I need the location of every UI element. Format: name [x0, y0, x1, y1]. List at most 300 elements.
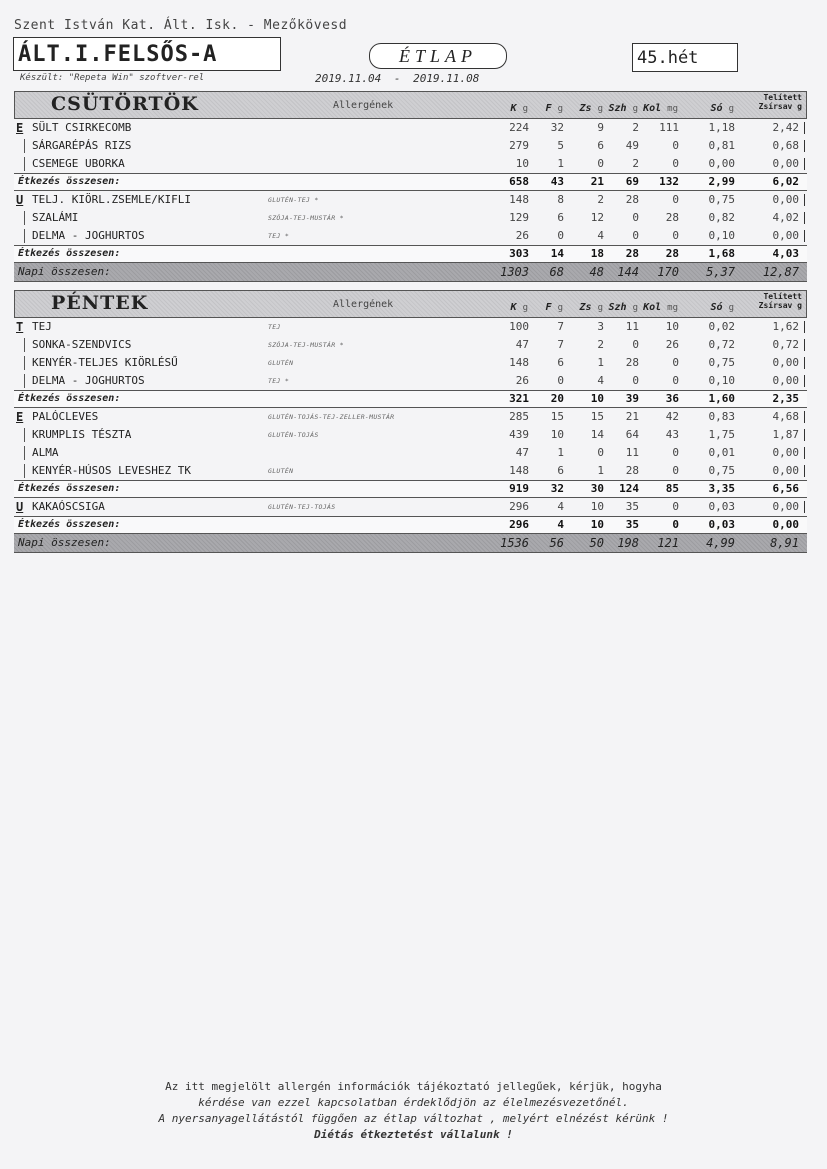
meal-bracket — [24, 157, 25, 171]
nutrient-value: 2,42 — [772, 121, 799, 134]
nutrient-value: 1 — [597, 464, 604, 477]
day-header — [14, 290, 807, 318]
meal-total-label: Étkezés összesen: — [18, 248, 121, 259]
day-section-1 — [14, 91, 807, 282]
nutrient-value: 12 — [590, 211, 604, 224]
nutrient-value: 0,00 — [772, 157, 799, 170]
row-divider — [804, 321, 805, 333]
column-unit-kol: mg — [667, 303, 678, 313]
zsirsav-label — [759, 301, 802, 310]
meal-bracket — [24, 139, 25, 153]
nutrient-value: 0,10 — [708, 229, 735, 242]
meal-total-value: 6,02 — [772, 175, 799, 188]
meal-total-value: 0,00 — [772, 518, 799, 531]
meal-total-value: 85 — [665, 482, 679, 495]
menu-item-row — [14, 155, 807, 173]
column-label-so: Só — [710, 302, 723, 313]
footer-line-3: A nyersanyagellátástól függően az étlap változhat , melyért elnézést kérünk ! — [158, 1112, 669, 1125]
nutrient-value: 0 — [672, 446, 679, 459]
nutrient-value: 7 — [557, 338, 564, 351]
nutrient-value: 21 — [625, 410, 639, 423]
nutrient-value: 26 — [515, 374, 529, 387]
meal-total-row — [14, 390, 807, 408]
nutrient-value: 28 — [625, 464, 639, 477]
meal-total-row — [14, 173, 807, 191]
menu-item-row — [14, 119, 807, 137]
dish-name: CSEMEGE UBORKA — [32, 157, 125, 170]
daily-total-value: 56 — [549, 536, 564, 550]
nutrient-value: 0,00 — [772, 229, 799, 242]
nutrient-value: 1,87 — [772, 428, 799, 441]
meal-total-value: 36 — [665, 392, 679, 405]
nutrient-value: 10 — [515, 157, 529, 170]
nutrient-value: 0,10 — [708, 374, 735, 387]
column-label-zs: Zs — [579, 302, 592, 313]
meal-total-row — [14, 245, 807, 263]
date-from: 2019.11.04 — [315, 72, 382, 85]
column-unit-zs: g — [597, 303, 603, 313]
column-header-kol — [643, 302, 678, 313]
nutrient-value: 42 — [665, 410, 679, 423]
nutrient-value: 43 — [665, 428, 679, 441]
nutrient-value: 1 — [557, 157, 564, 170]
allergens-header: Allergének — [333, 100, 394, 111]
meal-total-value: 2,35 — [772, 392, 799, 405]
nutrient-value: 0 — [672, 157, 679, 170]
nutrient-value: 64 — [625, 428, 639, 441]
meal-total-value: 20 — [550, 392, 564, 405]
dish-allergens: GLUTÉN — [268, 467, 294, 475]
dish-name: KRUMPLIS TÉSZTA — [32, 428, 132, 441]
nutrient-value: 0,72 — [708, 338, 735, 351]
nutrient-value: 0 — [672, 356, 679, 369]
column-label-k: K — [510, 103, 517, 114]
meal-total-value: 1,68 — [708, 247, 735, 260]
nutrient-value: 9 — [597, 121, 604, 134]
nutrient-value: 111 — [659, 121, 679, 134]
telitett-label: Telített — [763, 292, 802, 301]
nutrient-value: 148 — [509, 464, 529, 477]
meal-total-value: 28 — [625, 247, 639, 260]
nutrient-value: 0 — [672, 139, 679, 152]
menu-item-row — [14, 191, 807, 209]
nutrient-value: 2 — [597, 338, 604, 351]
column-header-telitett — [759, 292, 802, 310]
zsirsav-unit: g — [797, 301, 802, 310]
meal-total-value: 18 — [590, 247, 604, 260]
daily-total-value: 1303 — [500, 265, 529, 279]
daily-total-value: 8,91 — [770, 536, 799, 550]
dish-allergens: SZÓJA-TEJ-MUSTÁR * — [268, 341, 344, 349]
nutrient-value: 0 — [672, 229, 679, 242]
menu-item-row — [14, 372, 807, 390]
meal-total-label: Étkezés összesen: — [18, 176, 121, 187]
nutrient-value: 439 — [509, 428, 529, 441]
nutrient-value: 5 — [557, 139, 564, 152]
meal-bracket — [24, 446, 25, 460]
nutrient-value: 4 — [557, 500, 564, 513]
nutrient-value: 6 — [557, 356, 564, 369]
nutrient-value: 26 — [515, 229, 529, 242]
daily-total-value: 1536 — [500, 536, 529, 550]
nutrient-value: 0,00 — [772, 356, 799, 369]
nutrient-value: 7 — [557, 320, 564, 333]
column-unit-k: g — [522, 104, 528, 114]
row-divider — [804, 375, 805, 387]
nutrient-value: 0,72 — [772, 338, 799, 351]
nutrient-value: 11 — [625, 320, 639, 333]
nutrient-value: 0,82 — [708, 211, 735, 224]
zsirsav-unit: g — [797, 102, 802, 111]
nutrient-value: 47 — [515, 338, 529, 351]
daily-total-row — [14, 534, 807, 553]
column-header-so — [711, 103, 735, 114]
nutrient-value: 1,75 — [708, 428, 735, 441]
column-header-so — [711, 302, 735, 313]
meal-total-value: 28 — [665, 247, 679, 260]
meal-total-value: 296 — [509, 518, 529, 531]
menu-item-row — [14, 336, 807, 354]
row-divider — [804, 230, 805, 242]
nutrient-value: 0,83 — [708, 410, 735, 423]
daily-total-row — [14, 263, 807, 282]
meal-total-value: 132 — [659, 175, 679, 188]
column-unit-f: g — [557, 303, 563, 313]
column-unit-so: g — [728, 303, 734, 313]
nutrient-value: 3 — [597, 320, 604, 333]
meal-bracket — [24, 356, 25, 370]
meal-bracket — [24, 374, 25, 388]
meal-total-value: 1,60 — [708, 392, 735, 405]
nutrient-value: 1,18 — [708, 121, 735, 134]
dish-name: KENYÉR-HÚSOS LEVESHEZ TK — [32, 464, 191, 477]
nutrient-value: 14 — [590, 428, 604, 441]
nutrient-value: 2 — [597, 193, 604, 206]
column-header-k — [511, 302, 528, 313]
dish-allergens: GLUTÉN-TOJÁS-TEJ-ZELLER-MUSTÁR — [268, 413, 395, 421]
daily-total-value: 198 — [617, 536, 639, 550]
dish-allergens: TEJ * — [268, 232, 290, 240]
nutrient-value: 0 — [632, 229, 639, 242]
meal-total-value: 35 — [625, 518, 639, 531]
meal-total-value: 0,03 — [708, 518, 735, 531]
column-unit-szh: g — [632, 303, 638, 313]
dish-name: ALMA — [32, 446, 59, 459]
column-header-szh — [608, 302, 638, 313]
column-header-kol — [643, 103, 678, 114]
nutrient-value: 32 — [550, 121, 564, 134]
nutrient-value: 0,75 — [708, 464, 735, 477]
menu-item-row — [14, 318, 807, 336]
week-number: 45.hét — [632, 43, 738, 72]
column-header-szh — [608, 103, 638, 114]
nutrient-value: 0 — [672, 464, 679, 477]
nutrient-value: 0 — [632, 338, 639, 351]
nutrient-value: 224 — [509, 121, 529, 134]
telitett-label: Telített — [763, 93, 802, 102]
meal-total-value: 21 — [590, 175, 604, 188]
meal-bracket — [24, 229, 25, 243]
dish-name: TELJ. KIÖRL.ZSEMLE/KIFLI — [32, 193, 191, 206]
nutrient-value: 2 — [632, 157, 639, 170]
nutrient-value: 0,00 — [708, 157, 735, 170]
column-header-zs — [580, 103, 604, 114]
meal-total-value: 39 — [625, 392, 639, 405]
meal-total-value: 69 — [625, 175, 639, 188]
nutrient-value: 11 — [625, 446, 639, 459]
row-divider — [804, 357, 805, 369]
nutrient-value: 0 — [557, 229, 564, 242]
column-label-kol: Kol — [643, 103, 662, 114]
row-divider — [804, 465, 805, 477]
column-unit-szh: g — [632, 104, 638, 114]
column-label-kol: Kol — [643, 302, 662, 313]
dish-allergens: GLUTÉN-TEJ-TOJÁS — [268, 503, 336, 511]
column-unit-zs: g — [597, 104, 603, 114]
meal-total-value: 10 — [590, 518, 604, 531]
daily-total-label: Napi összesen: — [18, 536, 111, 549]
date-to: 2019.11.08 — [413, 72, 480, 85]
column-label-zs: Zs — [579, 103, 592, 114]
day-header — [14, 91, 807, 119]
nutrient-value: 279 — [509, 139, 529, 152]
column-unit-so: g — [728, 104, 734, 114]
meal-bracket — [24, 211, 25, 225]
column-header-k — [511, 103, 528, 114]
column-header-telitett — [759, 93, 802, 111]
menu-item-row — [14, 408, 807, 426]
dish-name: SZALÁMI — [32, 211, 79, 224]
date-separator: - — [393, 72, 401, 85]
nutrient-value: 100 — [509, 320, 529, 333]
day-section-2 — [14, 290, 807, 553]
meal-total-row — [14, 480, 807, 498]
nutrient-value: 148 — [509, 356, 529, 369]
nutrient-value: 0,01 — [708, 446, 735, 459]
nutrient-value: 15 — [550, 410, 564, 423]
nutrient-value: 6 — [597, 139, 604, 152]
nutrient-value: 0 — [632, 211, 639, 224]
nutrient-value: 6 — [557, 211, 564, 224]
dish-name: PALÓCLEVES — [32, 410, 99, 423]
school-name: Szent István Kat. Ált. Isk. - Mezőkövesd — [14, 18, 348, 33]
nutrient-value: 0,00 — [772, 193, 799, 206]
nutrient-value: 28 — [625, 193, 639, 206]
footer-line-2: kérdése van ezzel kapcsolatban érdeklődjön az élelmezésvezetőnél. — [198, 1096, 629, 1109]
nutrient-value: 285 — [509, 410, 529, 423]
column-unit-f: g — [557, 104, 563, 114]
meal-total-label: Étkezés összesen: — [18, 519, 121, 530]
nutrient-value: 35 — [625, 500, 639, 513]
row-divider — [804, 140, 805, 152]
dish-name: SONKA-SZENDVICS — [32, 338, 132, 351]
meal-total-value: 4,03 — [772, 247, 799, 260]
nutrient-value: 1 — [557, 446, 564, 459]
row-divider — [804, 122, 805, 134]
nutrient-value: 10 — [665, 320, 679, 333]
footer-line-4: Diétás étkeztetést vállalunk ! — [314, 1128, 513, 1141]
column-header-f — [546, 302, 563, 313]
nutrient-value: 28 — [625, 356, 639, 369]
dish-name: KAKAÓSCSIGA — [32, 500, 105, 513]
column-label-szh: Szh — [608, 302, 627, 313]
menu-item-row — [14, 137, 807, 155]
nutrient-value: 129 — [509, 211, 529, 224]
zsirsav-label — [759, 102, 802, 111]
dish-name: DELMA - JOGHURTOS — [32, 229, 145, 242]
nutrient-value: 296 — [509, 500, 529, 513]
day-name: PÉNTEK — [51, 292, 149, 314]
meal-total-value: 124 — [619, 482, 639, 495]
column-header-f — [546, 103, 563, 114]
nutrient-value: 0 — [672, 500, 679, 513]
dish-allergens: GLUTÉN-TOJÁS — [268, 431, 319, 439]
column-label-szh: Szh — [608, 103, 627, 114]
meal-total-value: 10 — [590, 392, 604, 405]
nutrient-value: 0 — [597, 446, 604, 459]
meal-total-value: 30 — [590, 482, 604, 495]
row-divider — [804, 212, 805, 224]
meal-total-value: 2,99 — [708, 175, 735, 188]
meal-total-value: 303 — [509, 247, 529, 260]
nutrient-value: 6 — [557, 464, 564, 477]
zsirsav-text: Zsírsav — [758, 301, 793, 310]
meal-marker: E — [16, 410, 24, 424]
menu-title: ÉTLAP — [369, 43, 507, 69]
nutrient-value: 0 — [672, 193, 679, 206]
daily-total-label: Napi összesen: — [18, 265, 111, 278]
meal-marker: E — [16, 121, 24, 135]
meal-marker: U — [16, 500, 24, 514]
nutrient-value: 10 — [590, 500, 604, 513]
nutrient-value: 2 — [632, 121, 639, 134]
nutrient-value: 15 — [590, 410, 604, 423]
nutrient-value: 0,68 — [772, 139, 799, 152]
meal-marker: U — [16, 193, 24, 207]
column-header-zs — [580, 302, 604, 313]
menu-item-row — [14, 209, 807, 227]
row-divider — [804, 339, 805, 351]
menu-item-row — [14, 498, 807, 516]
nutrient-value: 4,02 — [772, 211, 799, 224]
dish-name: TEJ — [32, 320, 52, 333]
daily-total-value: 144 — [617, 265, 639, 279]
meal-total-value: 6,56 — [772, 482, 799, 495]
meal-total-label: Étkezés összesen: — [18, 393, 121, 404]
nutrient-value: 49 — [625, 139, 639, 152]
column-unit-k: g — [522, 303, 528, 313]
nutrient-value: 0,75 — [708, 193, 735, 206]
daily-total-value: 5,37 — [706, 265, 735, 279]
nutrient-value: 8 — [557, 193, 564, 206]
meal-total-value: 919 — [509, 482, 529, 495]
meal-total-value: 14 — [550, 247, 564, 260]
meal-total-value: 4 — [557, 518, 564, 531]
meal-total-value: 43 — [550, 175, 564, 188]
dish-name: DELMA - JOGHURTOS — [32, 374, 145, 387]
nutrient-value: 148 — [509, 193, 529, 206]
daily-total-value: 12,87 — [762, 265, 799, 279]
menu-item-row — [14, 227, 807, 245]
row-divider — [804, 158, 805, 170]
meal-total-label: Étkezés összesen: — [18, 483, 121, 494]
zsirsav-text: Zsírsav — [758, 102, 793, 111]
row-divider — [804, 194, 805, 206]
menu-item-row — [14, 426, 807, 444]
day-name: CSÜTÖRTÖK — [51, 93, 199, 115]
row-divider — [804, 411, 805, 423]
nutrient-value: 0,00 — [772, 464, 799, 477]
column-label-f: F — [545, 302, 552, 313]
nutrient-value: 0 — [632, 374, 639, 387]
nutrient-value: 0 — [672, 374, 679, 387]
nutrient-value: 4 — [597, 229, 604, 242]
meal-bracket — [24, 338, 25, 352]
dish-allergens: TEJ * — [268, 377, 290, 385]
nutrient-value: 0,81 — [708, 139, 735, 152]
meal-total-value: 3,35 — [708, 482, 735, 495]
nutrient-value: 0 — [597, 157, 604, 170]
nutrient-value: 0 — [557, 374, 564, 387]
meal-total-value: 321 — [509, 392, 529, 405]
nutrient-value: 0,00 — [772, 446, 799, 459]
footer-line-1: Az itt megjelölt allergén információk tájékoztató jellegűek, kérjük, hogyha — [165, 1080, 662, 1093]
dish-allergens: TEJ — [268, 323, 281, 331]
row-divider — [804, 429, 805, 441]
meal-total-value: 32 — [550, 482, 564, 495]
meal-bracket — [24, 428, 25, 442]
daily-total-value: 50 — [589, 536, 604, 550]
menu-item-row — [14, 444, 807, 462]
nutrient-value: 0,00 — [772, 500, 799, 513]
daily-total-value: 48 — [589, 265, 604, 279]
menu-item-row — [14, 462, 807, 480]
daily-total-value: 170 — [657, 265, 679, 279]
nutrient-value: 0,75 — [708, 356, 735, 369]
nutrient-value: 0,00 — [772, 374, 799, 387]
row-divider — [804, 447, 805, 459]
nutrient-value: 1,62 — [772, 320, 799, 333]
nutrient-value: 28 — [665, 211, 679, 224]
meal-marker: T — [16, 320, 24, 334]
dish-allergens: GLUTÉN — [268, 359, 294, 367]
row-divider — [804, 501, 805, 513]
dish-allergens: SZÓJA-TEJ-MUSTÁR * — [268, 214, 344, 222]
meal-total-row — [14, 516, 807, 534]
software-note: Készült: "Repeta Win" szoftver-rel — [20, 73, 205, 83]
allergens-header: Allergének — [333, 299, 394, 310]
dish-name: SÜLT CSIRKECOMB — [32, 121, 132, 134]
daily-total-value: 4,99 — [706, 536, 735, 550]
date-range — [315, 72, 479, 85]
column-label-so: Só — [710, 103, 723, 114]
nutrient-value: 0,03 — [708, 500, 735, 513]
menu-item-row — [14, 354, 807, 372]
column-unit-kol: mg — [667, 104, 678, 114]
nutrient-value: 0,02 — [708, 320, 735, 333]
column-label-f: F — [545, 103, 552, 114]
column-label-k: K — [510, 302, 517, 313]
meal-total-value: 658 — [509, 175, 529, 188]
meal-bracket — [24, 464, 25, 478]
dish-name: SÁRGARÉPÁS RIZS — [32, 139, 132, 152]
nutrient-value: 26 — [665, 338, 679, 351]
nutrient-value: 47 — [515, 446, 529, 459]
daily-total-value: 68 — [549, 265, 564, 279]
nutrient-value: 4 — [597, 374, 604, 387]
daily-total-value: 121 — [657, 536, 679, 550]
dish-name: KENYÉR-TELJES KIÖRLÉSŰ — [32, 356, 178, 369]
